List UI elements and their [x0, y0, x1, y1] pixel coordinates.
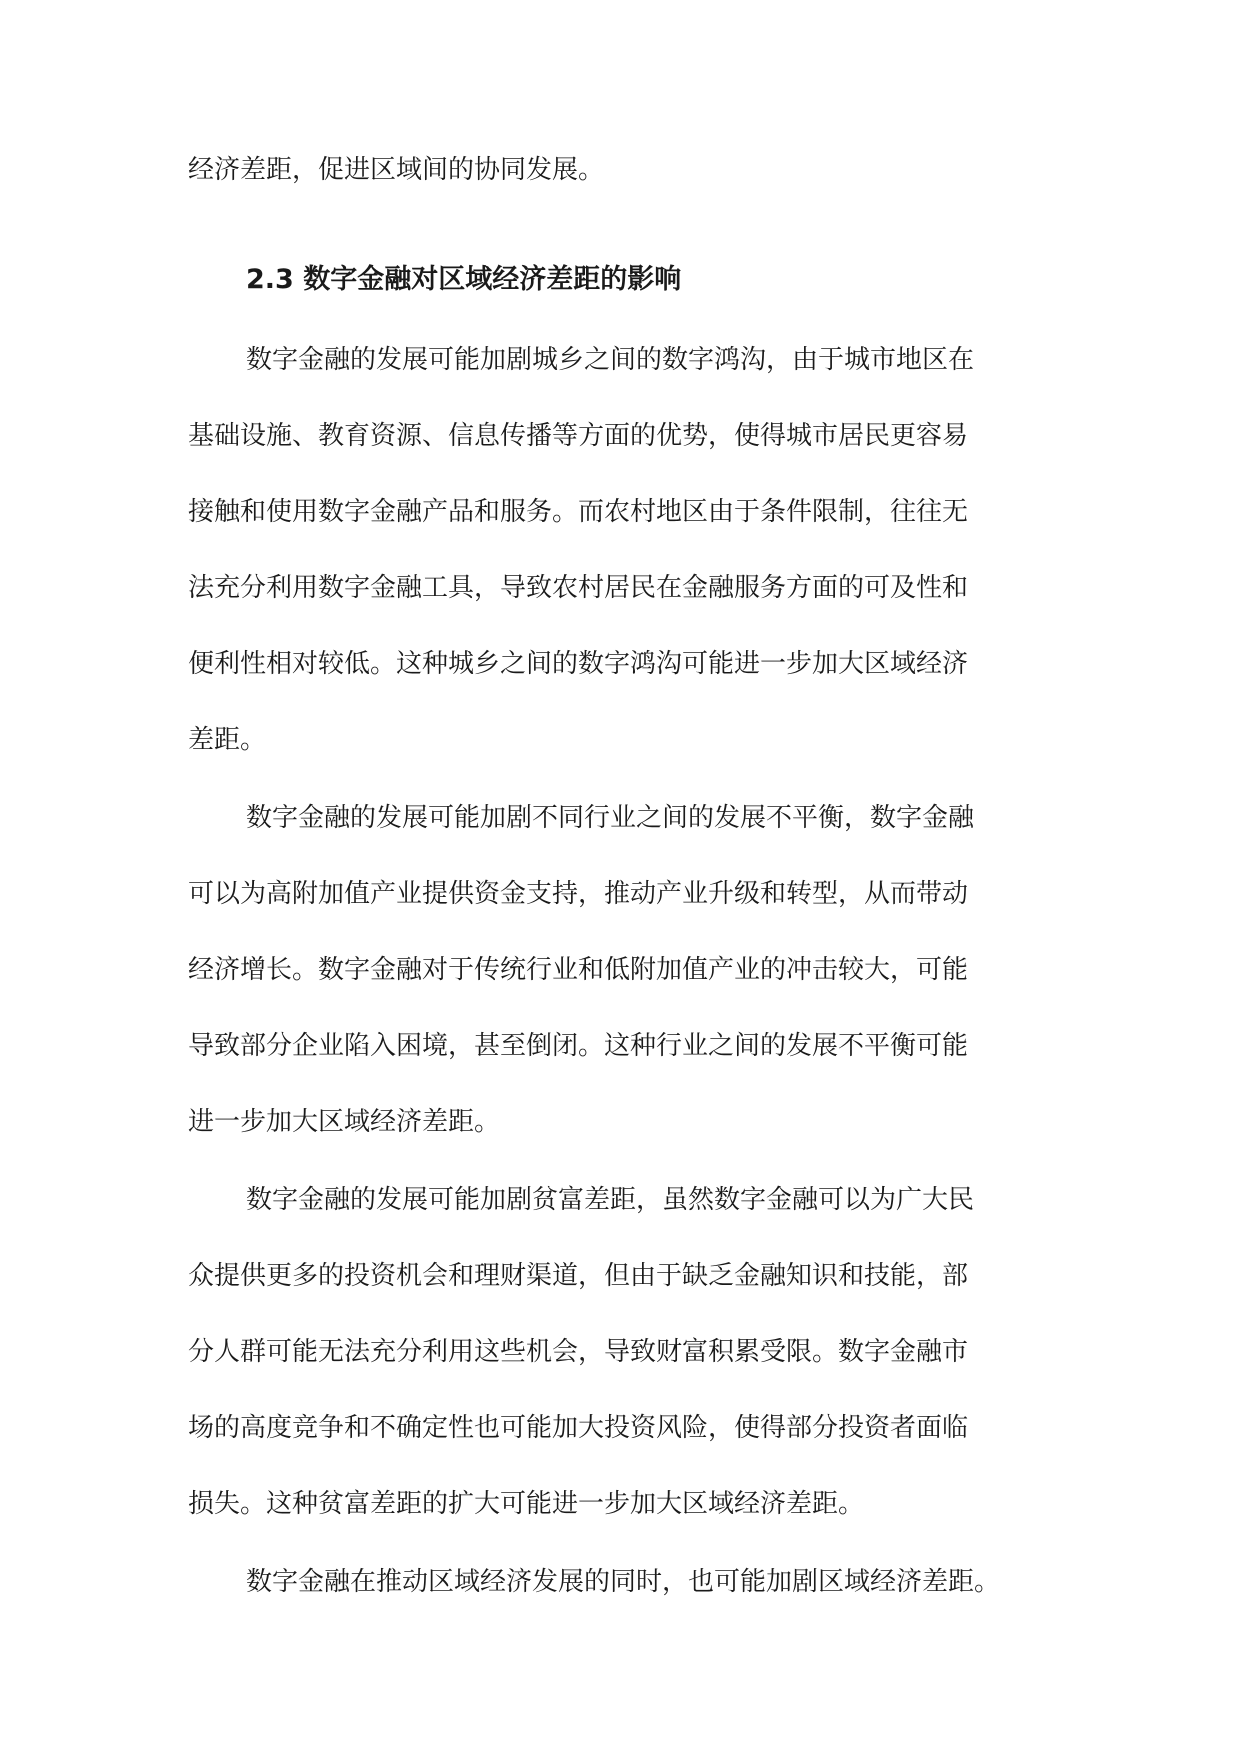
- section-heading: 2.3 数字金融对区域经济差距的影响: [246, 264, 682, 295]
- paragraph-line: 损失。这种贫富差距的扩大可能进一步加大区域经济差距。: [188, 1489, 865, 1519]
- paragraph-line: 接触和使用数字金融产品和服务。而农村地区由于条件限制，往往无: [188, 497, 969, 527]
- paragraph-line: 分人群可能无法充分利用这些机会，导致财富积累受限。数字金融市: [188, 1337, 969, 1367]
- paragraph-line: 数字金融的发展可能加剧不同行业之间的发展不平衡，数字金融: [246, 803, 975, 833]
- paragraph-line: 可以为高附加值产业提供资金支持，推动产业升级和转型，从而带动: [188, 879, 969, 909]
- paragraph-line: 法充分利用数字金融工具，导致农村居民在金融服务方面的可及性和: [188, 573, 969, 603]
- paragraph-line: 便利性相对较低。这种城乡之间的数字鸿沟可能进一步加大区域经济: [188, 649, 969, 679]
- continuation-line: 经济差距，促进区域间的协同发展。: [188, 155, 605, 185]
- paragraph-line: 数字金融的发展可能加剧贫富差距，虽然数字金融可以为广大民: [246, 1185, 975, 1215]
- paragraph-line: 数字金融在推动区域经济发展的同时，也可能加剧区域经济差距。: [246, 1567, 1001, 1597]
- paragraph-line: 众提供更多的投资机会和理财渠道，但由于缺乏金融知识和技能，部: [188, 1261, 969, 1291]
- paragraph-line: 导致部分企业陷入困境，甚至倒闭。这种行业之间的发展不平衡可能: [188, 1031, 969, 1061]
- paragraph-line: 基础设施、教育资源、信息传播等方面的优势，使得城市居民更容易: [188, 421, 969, 451]
- paragraph-line: 进一步加大区域经济差距。: [188, 1107, 501, 1137]
- paragraph-line: 经济增长。数字金融对于传统行业和低附加值产业的冲击较大，可能: [188, 955, 969, 985]
- paragraph-line: 差距。: [188, 725, 267, 755]
- paragraph-line: 数字金融的发展可能加剧城乡之间的数字鸿沟，由于城市地区在: [246, 345, 975, 375]
- paragraph-line: 场的高度竞争和不确定性也可能加大投资风险，使得部分投资者面临: [188, 1413, 969, 1443]
